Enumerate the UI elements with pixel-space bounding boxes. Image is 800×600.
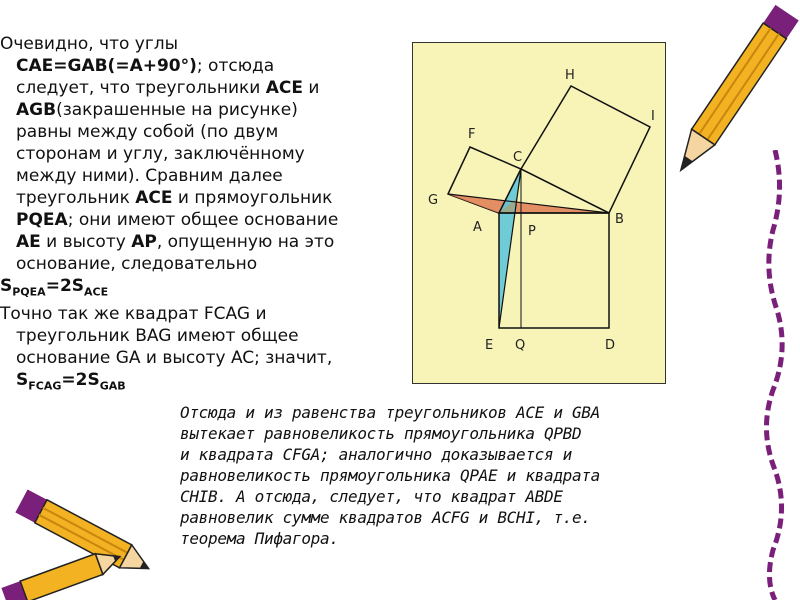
formula-part: =2S: [61, 370, 100, 391]
text-span: сторонам и углу, заключённому: [16, 144, 305, 164]
text-line: [0, 325, 410, 347]
text-span: (закрашенные на рисунке): [56, 100, 298, 120]
formula-fcag: [0, 369, 410, 397]
text-span: треугольник: [16, 188, 136, 208]
text-span: Очевидно, что углы: [0, 34, 179, 54]
text-span: и высоту: [40, 232, 132, 252]
label-b: B: [615, 212, 624, 227]
label-i: I: [651, 109, 655, 124]
label-h: H: [565, 68, 575, 83]
text-line: [0, 303, 410, 325]
conclusion-line: вытекает равновеликость прямоугольника QPBD: [180, 424, 582, 443]
term-agb: AGB: [16, 100, 57, 120]
conclusion-line: теорема Пифагора.: [180, 529, 339, 548]
term-pqea: PQEA: [16, 210, 68, 230]
formula-sub: ACE: [84, 285, 109, 299]
text-span: основание, следовательно: [16, 254, 258, 274]
conclusion-line: равновелик сумме квадратов ACFG и BCHI, т.е.: [180, 508, 591, 527]
term-ap: AP: [131, 232, 157, 252]
text-span: , опущенную на это: [156, 232, 335, 252]
angle-equation: CAE=GAB(=A+90°): [16, 56, 197, 76]
conclusion-text: [180, 402, 740, 549]
text-line: [0, 99, 410, 121]
text-line: [0, 187, 410, 209]
text-line: [0, 347, 410, 369]
formula-sub: GAB: [99, 379, 126, 393]
conclusion-line: и квадрата CFGA; аналогично доказывается и: [180, 445, 572, 464]
text-span: Точно так же квадрат FCAG и: [0, 304, 267, 325]
label-p: P: [528, 224, 536, 239]
text-line: [0, 209, 410, 231]
text-span: равны между собой (по двум: [16, 122, 279, 142]
formula-part: S: [0, 276, 13, 296]
main-text: [0, 33, 410, 398]
text-line: [0, 165, 410, 187]
text-line: [0, 33, 410, 55]
text-line: [0, 253, 410, 275]
pencil-bottom-left-icon: [0, 480, 160, 600]
label-e: E: [485, 338, 494, 353]
text-line: [0, 121, 410, 143]
conclusion-line: равновеликость прямоугольника QPAE и квадрата: [180, 466, 600, 485]
formula-part: =2S: [45, 276, 85, 296]
formula-sub: PQEA: [12, 285, 46, 299]
formula-sub: FCAG: [28, 379, 62, 393]
pencil-right-squiggle-icon: [745, 150, 800, 600]
text-span: основание GA и высоту AC; значит,: [16, 348, 333, 369]
label-c: C: [513, 150, 523, 165]
label-a: A: [473, 220, 482, 235]
label-g: G: [428, 193, 439, 208]
text-line: [0, 143, 410, 165]
conclusion-line: CHIB. А отсюда, следует, что квадрат ABDE: [180, 487, 563, 506]
term-ace: ACE: [265, 78, 303, 98]
text-line: [0, 55, 410, 77]
text-span: и: [302, 78, 320, 98]
label-f: F: [468, 127, 476, 142]
square-abde: [499, 213, 609, 328]
text-span: и прямоугольник: [172, 188, 333, 208]
formula-pqea: [0, 275, 410, 303]
square-chib: [521, 86, 650, 213]
text-span: следует, что треугольники: [16, 78, 266, 98]
pythagoras-figure: [412, 42, 666, 384]
conclusion-line: Отсюда и из равенства треугольников ACE и GBA: [180, 403, 600, 422]
label-d: D: [605, 338, 616, 353]
text-line: [0, 231, 410, 253]
formula-part: S: [16, 370, 29, 391]
text-span: треугольник BAG имеют общее: [16, 326, 299, 347]
term-ace: ACE: [135, 188, 173, 208]
text-span: ; они имеют общее основание: [67, 210, 339, 230]
text-line: [0, 77, 410, 99]
text-span: ; отсюда: [196, 56, 275, 76]
text-span: между ними). Сравним далее: [16, 166, 283, 186]
term-ae: AE: [16, 232, 41, 252]
label-q: Q: [515, 338, 526, 353]
